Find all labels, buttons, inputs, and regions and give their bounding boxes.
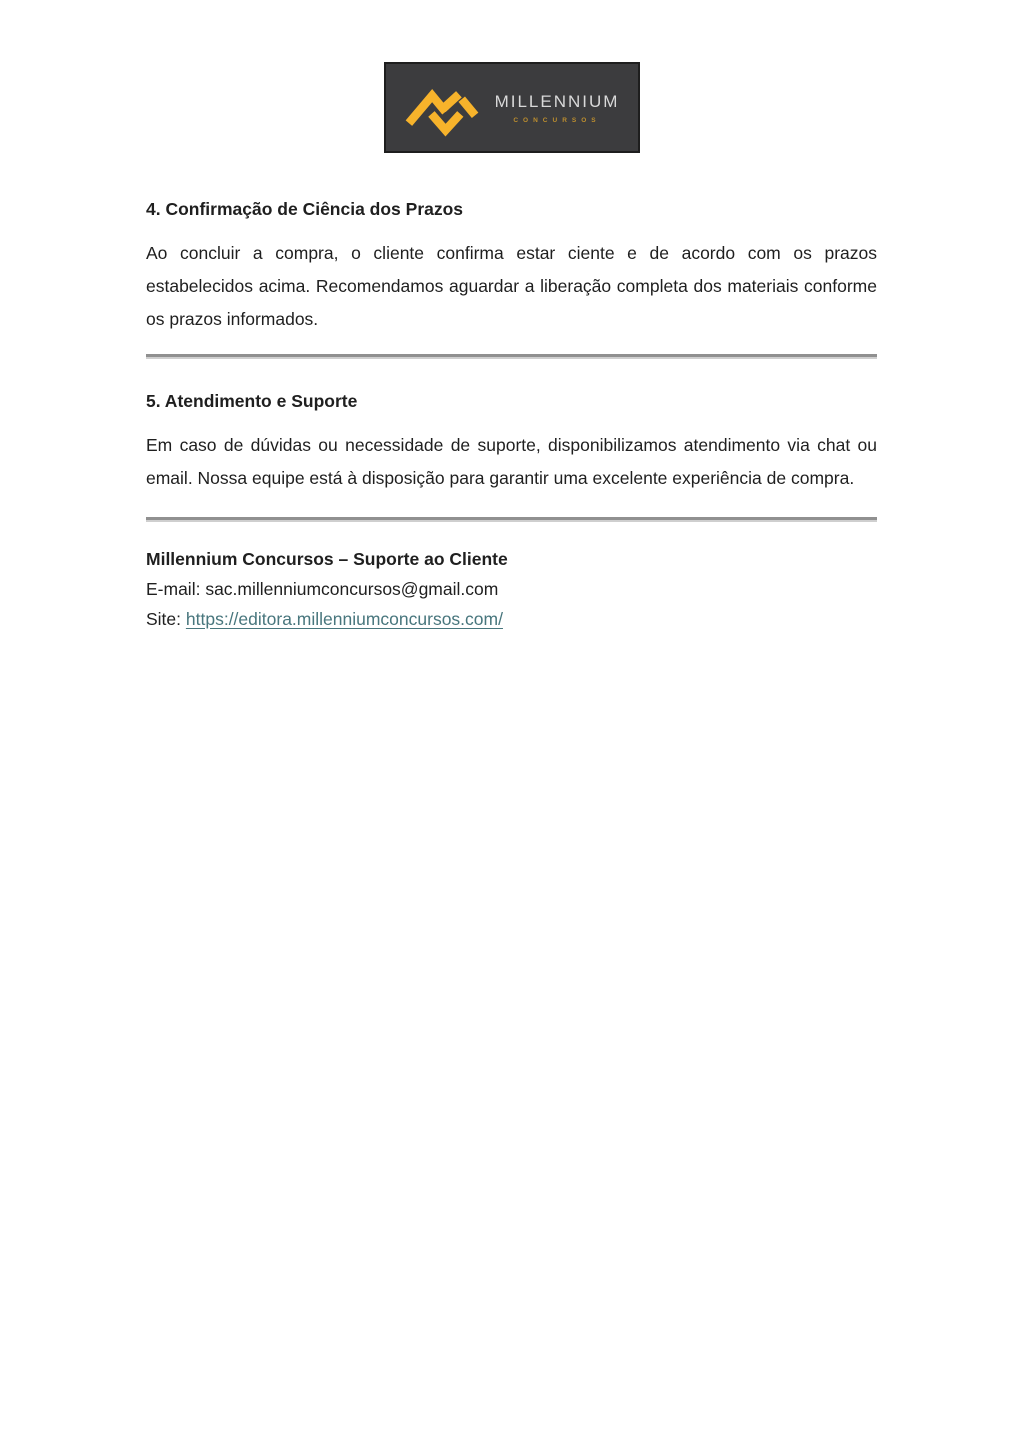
logo-banner bbox=[384, 62, 640, 153]
section-divider bbox=[146, 354, 877, 357]
brand-name: MILLENNIUM bbox=[494, 91, 620, 111]
email-address: sac.millenniumconcursos@gmail.com bbox=[205, 579, 499, 599]
logo-text bbox=[495, 92, 620, 124]
site-label: Site: bbox=[146, 609, 186, 629]
section-divider bbox=[146, 517, 877, 520]
site-link[interactable]: https://editora.millenniumconcursos.com/ bbox=[185, 609, 503, 629]
site-line bbox=[146, 604, 877, 634]
email-line bbox=[146, 574, 877, 604]
brand-subtitle: CONCURSOS bbox=[513, 116, 601, 124]
section-paragraph-4: Ao concluir a compra, o cliente confirma estar ciente e de acordo com os prazos estabelecidos acima. Recomendamos aguardar a liberação completa dos materiais conforme os prazos informados. bbox=[146, 243, 877, 329]
millennium-logo-icon bbox=[404, 78, 480, 140]
section-heading-5: 5. Atendimento e Suporte bbox=[146, 391, 358, 411]
document-content bbox=[146, 197, 877, 634]
section-paragraph-5: Em caso de dúvidas ou necessidade de suporte, disponibilizamos atendimento via chat ou email. Nossa equipe está à disposição para garantir uma excelente experiência de compra. bbox=[146, 435, 877, 488]
section-heading-4: 4. Confirmação de Ciência dos Prazos bbox=[146, 199, 464, 219]
support-contact-block bbox=[146, 544, 877, 634]
support-title: Millennium Concursos – Suporte ao Cliente bbox=[146, 549, 508, 569]
email-label: E-mail: bbox=[146, 579, 206, 599]
